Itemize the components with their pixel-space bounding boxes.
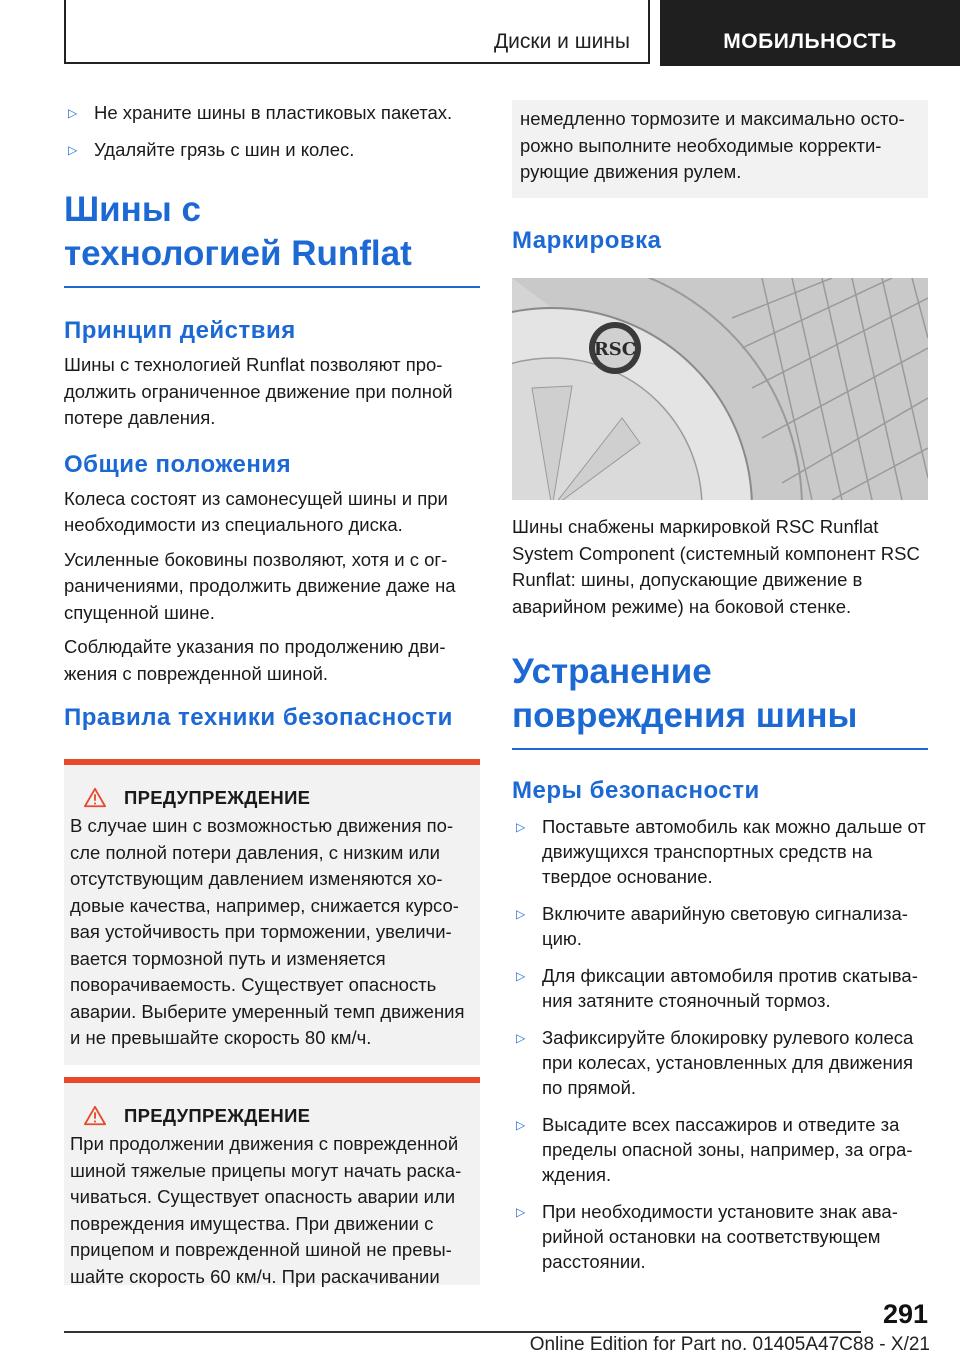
bullet-triangle-icon: ▷ [68, 106, 78, 120]
tire-marking-illustration [512, 278, 928, 500]
list-item [512, 901, 928, 951]
list-item [512, 1112, 928, 1187]
heading-safety-rules: Правила техники безопасности [64, 704, 453, 731]
general-paragraph-3: Соблюдайте указания по продолжению движения с поврежденной шиной. [64, 636, 446, 684]
list-item-text: Зафиксируйте блокировку рулевого колеса при колесах, установленных для движения по прямой. [542, 1027, 914, 1098]
list-item-text: Включите аварийную световую сигнализацию. [542, 903, 908, 949]
title-divider [512, 748, 928, 750]
list-item [512, 1199, 928, 1274]
heading-general: Общие положения [64, 450, 292, 478]
general-paragraph-1: Колеса состоят из самонесущей шины и при необходимости из специального диска. [64, 487, 448, 535]
list-item [64, 137, 480, 162]
warning-triangle-icon [84, 787, 106, 809]
header-section-box [64, 0, 650, 64]
bullet-triangle-icon: ▷ [516, 820, 526, 834]
list-item [512, 1025, 928, 1100]
bullet-triangle-icon: ▷ [516, 1205, 526, 1219]
header-chapter-box [660, 0, 960, 66]
header-section-title: Диски и шины [493, 30, 630, 53]
bullet-triangle-icon: ▷ [68, 143, 78, 157]
section-title-repair: Устранение повреждения шины [512, 652, 858, 735]
tire-drawing [512, 278, 928, 500]
title-divider [64, 286, 480, 288]
bullet-triangle-icon: ▷ [516, 1031, 526, 1045]
warning-title: ПРЕДУПРЕЖДЕНИЕ [124, 787, 311, 808]
warning-title-row [70, 1105, 474, 1127]
warning-triangle-icon [84, 1105, 106, 1127]
bullet-triangle-icon: ▷ [516, 969, 526, 983]
section-title-runflat: Шины с технологией Runflat [64, 190, 412, 273]
warning-title-row [70, 787, 474, 809]
warning-continuation-box [512, 100, 928, 198]
marking-paragraph: Шины снабжены маркировкой RSC Runflat System Component (системный компонент RSC Runflat: шины, допускающие движение в аварийном режиме) на боковой стенке. [512, 516, 920, 617]
bullet-triangle-icon: ▷ [516, 907, 526, 921]
heading-principle: Принцип действия [64, 317, 296, 344]
heading-marking: Маркировка [512, 227, 662, 254]
list-item-text: Для фиксации автомобиля против скатывания затяните стояночный тормоз. [542, 965, 918, 1011]
header-chapter-title: МОБИЛЬНОСТЬ [723, 30, 897, 53]
list-item-text: При необходимости установите знак аварийной остановки на соответствующем расстоянии. [542, 1201, 898, 1272]
list-item [64, 100, 480, 125]
warning-box-1 [64, 759, 480, 1065]
general-paragraph-2: Усиленные боковины позволяют, хотя и с ограничениями, продолжить движение даже на спущенной шине. [64, 548, 456, 623]
footer-divider [64, 1331, 861, 1333]
list-item-text: Высадите всех пассажиров и отведите за пределы опасной зоны, например, за ограждения. [542, 1114, 913, 1185]
list-item-text: Поставьте автомобиль как можно дальше от движущихся транспортных средств на твердое основание. [542, 816, 926, 887]
rsc-logo-mark: RSC [593, 339, 637, 360]
warning-text: В случае шин с возможностью движения после полной потери давления, с низким или отсутствующим давлением изменяются ходовые качества, например, снижается курсовая устойчивость при торможении, увеличивается тормозной путь и изменяется поворачиваемость. Существует опасность аварии. Выберите умеренный темп движения и не превышайте скорость 80 км/ч. [70, 815, 465, 1048]
warning-continuation-text: немедленно тормозите и максимально осторожно выполните необходимые корректирующие движения рулем. [520, 108, 905, 182]
list-item-text: Удаляйте грязь с шин и колес. [94, 139, 355, 160]
left-column [64, 100, 480, 1285]
warning-box-2 [64, 1077, 480, 1285]
right-column [512, 100, 928, 1286]
page-number: 291 [882, 1299, 928, 1329]
list-item [512, 963, 928, 1013]
warning-text: При продолжении движения с поврежденной шиной тяжелые прицепы могут начать раскачиваться. Существует опасность аварии или повреждения имущества. При движении с прицепом и поврежденной шиной не превышайте скорость 60 км/ч. При раскачивании [70, 1133, 462, 1287]
principle-paragraph: Шины с технологией Runflat позволяют продолжить ограниченное движение при полной потере давления. [64, 354, 453, 428]
bullet-triangle-icon: ▷ [516, 1118, 526, 1132]
list-item-text: Не храните шины в пластиковых пакетах. [94, 102, 453, 123]
warning-title: ПРЕДУПРЕЖДЕНИЕ [124, 1105, 311, 1126]
footer-edition: Online Edition for Part no. 01405A47C88 - X/21 [529, 1334, 930, 1355]
list-item [512, 814, 928, 889]
heading-safety-measures: Меры безопасности [512, 777, 760, 804]
